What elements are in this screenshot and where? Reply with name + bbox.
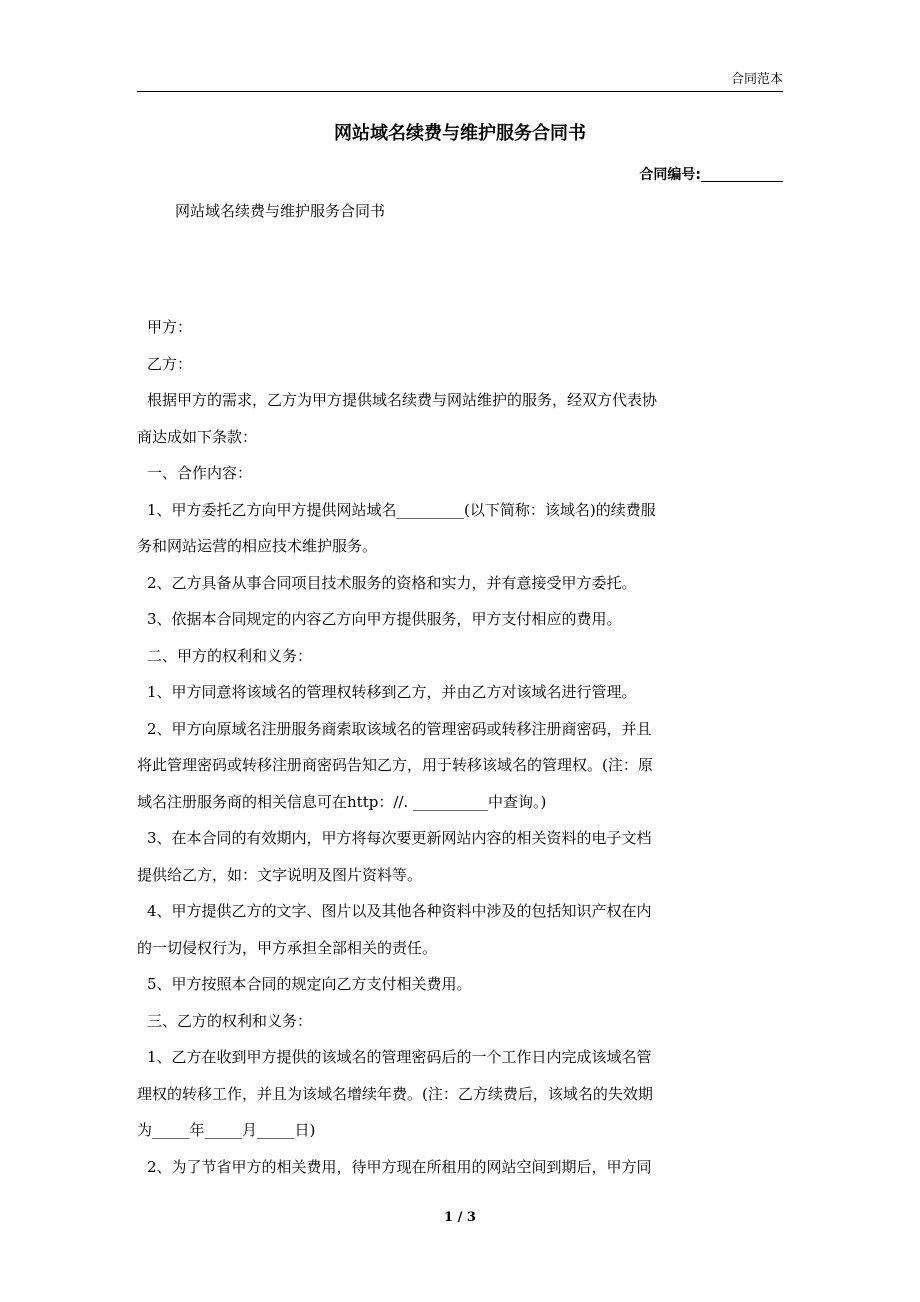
paragraph-party-a: 甲方： bbox=[147, 318, 193, 336]
section-heading-1: 一、合作内容： bbox=[147, 464, 253, 482]
clause-2-1: 1、甲方同意将该域名的管理权转移到乙方，并由乙方对该域名进行管理。 bbox=[147, 683, 637, 701]
document-subtitle: 网站域名续费与维护服务合同书 bbox=[175, 202, 386, 220]
clause-3-1: 1、乙方在收到甲方提供的该域名的管理密码后的一个工作日内完成该域名管 bbox=[147, 1048, 652, 1066]
clause-3-1-cont: 理权的转移工作，并且为该域名增续年费。(注：乙方续费后，该域名的失效期 bbox=[137, 1084, 653, 1103]
clause-3-1-cont2: 为_____年_____月_____日) bbox=[137, 1121, 316, 1139]
page-number: 1 / 3 bbox=[444, 1210, 476, 1225]
paragraph-party-b: 乙方： bbox=[147, 354, 193, 373]
clause-2-5: 5、甲方按照本合同的规定向乙方支付相关费用。 bbox=[147, 975, 472, 993]
paragraph-preamble-cont: 商达成如下条款： bbox=[137, 427, 258, 446]
section-heading-3: 三、乙方的权利和义务： bbox=[147, 1011, 313, 1030]
clause-2-2: 2、甲方向原域名注册服务商索取该域名的管理密码或转移注册商密码，并且 bbox=[147, 719, 652, 738]
header-label: 合同范本 bbox=[730, 72, 783, 87]
header-divider bbox=[137, 91, 783, 92]
contract-number bbox=[560, 164, 783, 184]
contract-body bbox=[137, 309, 783, 1185]
clause-3-2: 2、为了节省甲方的相关费用，待甲方现在所租用的网站空间到期后，甲方同 bbox=[147, 1157, 652, 1176]
clause-1-2: 2、乙方具备从事合同项目技术服务的资格和实力，并有意接受甲方委托。 bbox=[147, 573, 637, 592]
contract-number-blank[interactable] bbox=[701, 167, 783, 182]
document-title: 网站域名续费与维护服务合同书 bbox=[334, 123, 586, 144]
clause-2-3-cont: 提供给乙方，如：文字说明及图片资料等。 bbox=[137, 865, 423, 884]
section-heading-2: 二、甲方的权利和义务： bbox=[147, 646, 313, 665]
clause-2-4-cont: 的一切侵权行为，甲方承担全部相关的责任。 bbox=[137, 938, 438, 957]
clause-1-1: 1、甲方委托乙方向甲方提供网站域名_________(以下简称：该域名)的续费服 bbox=[147, 500, 656, 519]
clause-2-2-cont2: 域名注册服务商的相关信息可在http：//. __________中查询。) bbox=[137, 792, 547, 811]
clause-2-3: 3、在本合同的有效期内，甲方将每次要更新网站内容的相关资料的电子文档 bbox=[147, 829, 652, 847]
paragraph-preamble: 根据甲方的需求，乙方为甲方提供域名续费与网站维护的服务，经双方代表协 bbox=[147, 391, 658, 409]
clause-2-4: 4、甲方提供乙方的文字、图片以及其他各种资料中涉及的包括知识产权在内 bbox=[147, 902, 652, 920]
clause-2-2-cont: 将此管理密码或转移注册商密码告知乙方，用于转移该域名的管理权。(注：原 bbox=[137, 756, 653, 774]
clause-1-3: 3、依据本合同规定的内容乙方向甲方提供服务，甲方支付相应的费用。 bbox=[147, 610, 622, 628]
contract-number-label: 合同编号: bbox=[639, 167, 701, 183]
clause-1-1-cont: 务和网站运营的相应技术维护服务。 bbox=[137, 537, 378, 555]
